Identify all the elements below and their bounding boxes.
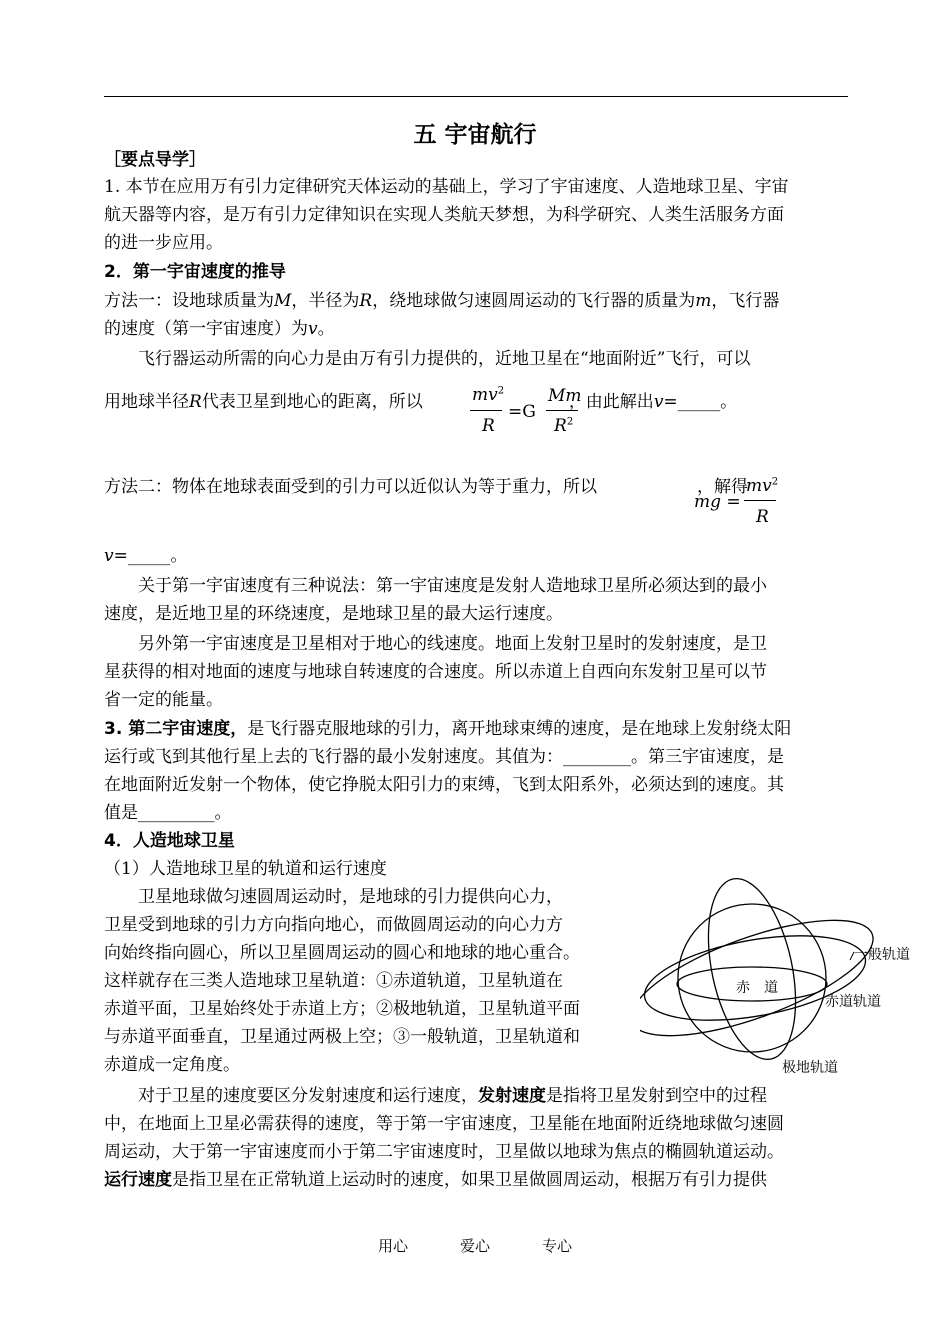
paragraph-orbits: 这样就存在三类人造地球卫星轨道：①赤道轨道，卫星轨道在: [104, 971, 563, 991]
paragraph-radius-line: 用地球半径R代表卫星到地心的距离，所以 ，由此解出v=_____。: [104, 392, 738, 412]
paragraph-launch-velocity: 中，在地面上卫星必需获得的速度，等于第一宇宙速度，卫星能在地面附近绕地球做匀速圆: [104, 1114, 784, 1134]
paragraph-second-velocity: 运行或飞到其他行星上去的飞行器的最小发射速度。其值为：________。第三宇宙速度，是: [104, 747, 784, 767]
general-orbit: [640, 897, 886, 1060]
paragraph-second-velocity: 值是_________。: [104, 803, 232, 823]
paragraph-orbits: 向始终指向圆心，所以卫星圆周运动的圆心和地球的地心重合。: [104, 943, 580, 963]
paragraph-three-statements: 关于第一宇宙速度有三种说法：第一宇宙速度是发射人造地球卫星所必须达到的最小: [104, 576, 767, 596]
paragraph-launch-velocity: 周运动，大于第一宇宙速度而小于第二宇宙速度时，卫星做以地球为焦点的椭圆轨道运动。: [104, 1142, 784, 1162]
heading-first-cosmic-velocity: 2．第一宇宙速度的推导: [104, 262, 286, 282]
paragraph-centripetal-force: 飞行器运动所需的向心力是由万有引力提供的，近地卫星在“地面附近”飞行，可以: [104, 349, 751, 369]
polar-orbit: [694, 876, 811, 1067]
method-two-answer: v=_____。: [104, 546, 188, 566]
label-polar-orbit: 极地轨道: [782, 1060, 838, 1076]
equatorial-orbit: [640, 921, 872, 1035]
header-rule: [104, 96, 848, 97]
page-footer: [0, 1235, 950, 1256]
paragraph-three-statements: 速度，是近地卫星的环绕速度，是地球卫星的最大运行速度。: [104, 604, 563, 624]
paragraph-second-velocity: 在地面附近发射一个物体，使它挣脱太阳引力的束缚，飞到太阳系外，必须达到的速度。其: [104, 775, 784, 795]
paragraph-relative-velocity: 星获得的相对地面的速度与地球自转速度的合速度。所以赤道上自西向东发射卫星可以节: [104, 662, 767, 682]
label-equator: 赤 道: [736, 980, 778, 996]
paragraph-orbits: 卫星受到地球的引力方向指向地心，而做圆周运动的向心力方: [104, 915, 563, 935]
footer-item: 专心: [542, 1237, 573, 1255]
equation-first-velocity: $mv^2$ R =G Mm $R^2$: [472, 385, 582, 436]
paragraph-orbits: 卫星地球做匀速圆周运动时，是地球的引力提供向心力，: [104, 887, 563, 907]
heading-artificial-satellite: 4．人造地球卫星: [104, 831, 235, 851]
paragraph-intro-line: 的进一步应用。: [104, 233, 223, 253]
method-two-line: 方法二：物体在地球表面受到的引力可以近似认为等于重力，所以 ，解得: [104, 477, 748, 497]
paragraph-relative-velocity: 另外第一宇宙速度是卫星相对于地心的线速度。地面上发射卫星时的发射速度，是卫: [104, 634, 767, 654]
paragraph-relative-velocity: 省一定的能量。: [104, 690, 223, 710]
paragraph-second-velocity: 3. 第二宇宙速度，是飞行器克服地球的引力，离开地球束缚的速度，是在地球上发射绕太阳: [104, 719, 792, 739]
method-one-line: 的速度（第一宇宙速度）为v。: [104, 319, 335, 339]
label-general-orbit: 一般轨道: [854, 947, 910, 963]
paragraph-orbits: 与赤道平面垂直，卫星通过两极上空；③一般轨道，卫星轨道和: [104, 1027, 580, 1047]
footer-item: 用心: [377, 1237, 408, 1255]
section-heading-key-points: ［要点导学］: [104, 150, 206, 170]
subheading-orbits: （1）人造地球卫星的轨道和运行速度: [104, 859, 387, 879]
paragraph-orbits: 赤道平面，卫星始终处于赤道上方；②极地轨道，卫星轨道平面: [104, 999, 580, 1019]
method-one-line: 方法一：设地球质量为M，半径为R，绕地球做匀速圆周运动的飞行器的质量为m，飞行器: [104, 291, 780, 311]
page-title: 五 宇宙航行: [413, 122, 537, 148]
paragraph-intro-line: 1. 本节在应用万有引力定律研究天体运动的基础上，学习了宇宙速度、人造地球卫星、宇宙: [104, 177, 789, 197]
satellite-orbits-diagram: [640, 876, 910, 1081]
label-equatorial-orbit: 赤道轨道: [825, 994, 881, 1010]
equation-gravity: mg = $mv^2$ R: [694, 476, 779, 527]
paragraph-intro-line: 航天器等内容，是万有引力定律知识在实现人类航天梦想，为科学研究、人类生活服务方面: [104, 205, 784, 225]
footer-item: 爱心: [459, 1237, 490, 1255]
paragraph-orbits: 赤道成一定角度。: [104, 1055, 240, 1075]
paragraph-running-velocity: 运行速度是指卫星在正常轨道上运动时的速度，如果卫星做圆周运动，根据万有引力提供: [104, 1170, 767, 1190]
earth-circle: [678, 904, 826, 1052]
paragraph-launch-velocity: 对于卫星的速度要区分发射速度和运行速度，发射速度是指将卫星发射到空中的过程: [104, 1086, 767, 1106]
